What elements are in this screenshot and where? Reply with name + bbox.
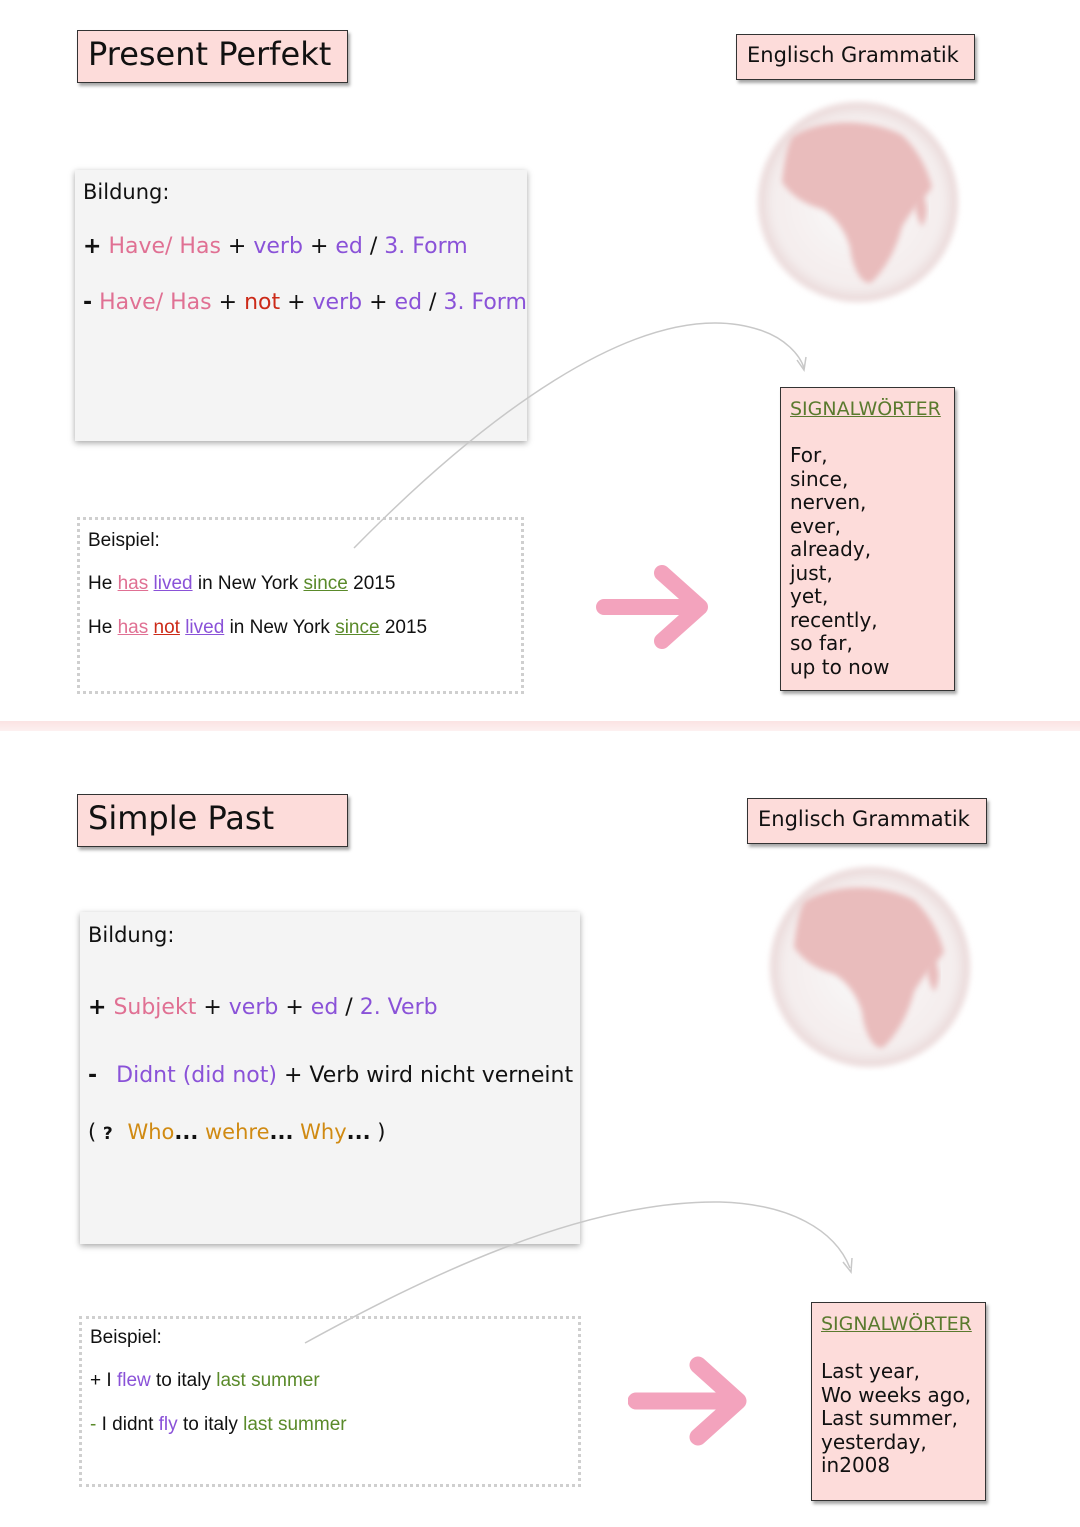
have-has: Have/ Has [108, 234, 221, 259]
title-text: Simple Past [88, 799, 275, 837]
since: since [335, 617, 380, 638]
example-positive [90, 1370, 320, 1392]
who: Who [127, 1120, 175, 1144]
bildung-heading: Bildung: [83, 180, 170, 204]
signal-list [790, 444, 889, 679]
subject: He [88, 573, 113, 594]
year: 2015 [384, 617, 428, 638]
signalwoerter-card [811, 1302, 986, 1501]
minus-sign: - [83, 290, 93, 315]
plus-sign: + [83, 234, 102, 259]
plus-sign: + [88, 995, 107, 1020]
dots: ... [269, 1120, 294, 1144]
signal-word: Wo weeks ago, [821, 1382, 972, 1407]
has: has [117, 573, 149, 594]
signal-word: Last summer, [821, 1406, 958, 1430]
signal-title: SIGNALWÖRTER [790, 398, 941, 420]
subjekt: Subjekt [113, 995, 197, 1020]
slash: / [429, 290, 437, 315]
wehre: wehre [205, 1120, 270, 1144]
didnt: Didnt (did not) [116, 1063, 277, 1088]
verb: verb [312, 290, 363, 315]
example-negative [90, 1414, 347, 1436]
bildung-heading: Bildung: [88, 923, 175, 947]
question-mark: ? [102, 1124, 113, 1144]
has: has [117, 617, 149, 638]
plus: + [285, 995, 304, 1020]
subject-tag-text: Englisch Grammatik [747, 43, 959, 67]
signal-word: just, [790, 560, 833, 585]
plus: + [369, 290, 388, 315]
negation-note: Verb wird nicht verneint [309, 1063, 574, 1088]
subject-tag-text: Englisch Grammatik [758, 807, 970, 831]
open-paren: ( [88, 1120, 97, 1144]
subject: He [88, 617, 113, 638]
ed: ed [394, 290, 423, 315]
verb: verb [228, 995, 279, 1020]
have-has: Have/ Has [99, 290, 212, 315]
arrow-right-icon [596, 563, 714, 651]
year: 2015 [353, 573, 396, 594]
lived: lived [153, 573, 193, 594]
beispiel-heading: Beispiel: [90, 1327, 162, 1348]
plus: + [218, 290, 238, 315]
minus-sign: - [88, 1063, 98, 1088]
plus: + [287, 290, 306, 315]
signal-word: so far, [790, 631, 853, 655]
ed: ed [310, 995, 339, 1020]
dots: ... [346, 1120, 371, 1144]
arrow-right-icon [628, 1355, 752, 1447]
third-form: 3. Form [384, 234, 468, 259]
since: since [303, 573, 348, 594]
second-verb: 2. Verb [359, 995, 438, 1020]
signal-word: yesterday, [821, 1429, 927, 1454]
signal-word: up to now [790, 654, 890, 679]
section-divider [0, 721, 1080, 731]
signal-word: in2008 [821, 1453, 891, 1477]
signal: last summer [216, 1370, 320, 1391]
ed: ed [335, 234, 363, 259]
plus: + [309, 234, 329, 259]
place: in New York [229, 617, 330, 638]
signal-title: SIGNALWÖRTER [821, 1313, 972, 1335]
signal-word: recently, [790, 607, 878, 632]
lived: lived [185, 617, 225, 638]
subject: I didnt [101, 1414, 154, 1435]
signal: last summer [243, 1414, 347, 1435]
signal-word: yet, [790, 584, 829, 608]
third-form: 3. Form [443, 290, 527, 315]
dots: ... [174, 1120, 199, 1144]
place: to italy [182, 1414, 238, 1435]
signal-list [821, 1360, 971, 1478]
signal-word: nerven, [790, 490, 867, 514]
signalwoerter-card [780, 387, 955, 691]
place: in New York [197, 573, 299, 594]
beispiel-heading: Beispiel: [88, 530, 160, 551]
plus: + [203, 995, 222, 1020]
plus-sign: + [90, 1370, 102, 1391]
signal-word: For, [790, 443, 828, 467]
signal-word: ever, [790, 513, 842, 538]
plus: + [227, 234, 247, 259]
signal-word: since, [790, 466, 849, 491]
verb: verb [253, 234, 303, 259]
plus: + [283, 1063, 303, 1088]
minus-sign: - [90, 1414, 97, 1435]
not: not [153, 617, 180, 638]
slash: / [369, 234, 378, 259]
close-paren: ) [377, 1120, 386, 1144]
subject: I [106, 1370, 112, 1391]
title-text: Present Perfekt [88, 35, 332, 73]
not: not [244, 290, 281, 315]
verb: flew [116, 1370, 151, 1391]
signal-word: Last year, [821, 1359, 920, 1383]
why: Why [300, 1120, 347, 1144]
slash: / [345, 995, 353, 1020]
place: to italy [156, 1370, 211, 1391]
signal-word: already, [790, 537, 872, 561]
beispiel-card [79, 1316, 581, 1487]
verb: fly [158, 1414, 178, 1435]
